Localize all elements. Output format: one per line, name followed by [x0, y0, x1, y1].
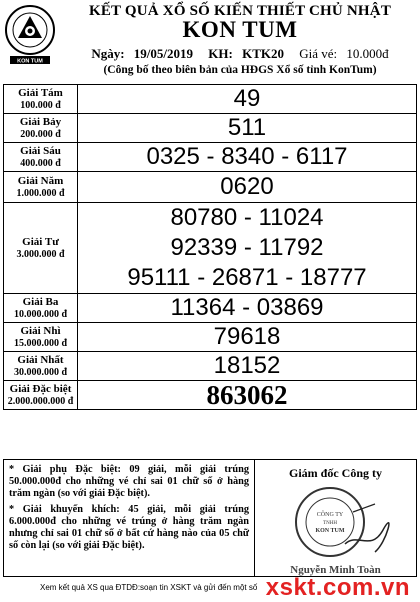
prize-row — [4, 203, 417, 294]
prize-name: Giải Sáu — [20, 144, 61, 157]
notice: (Công bố theo biên bản của HĐGS Xổ số tỉnh KonTum) — [103, 64, 377, 76]
prize-amount: 100.000 đ — [20, 99, 61, 111]
prize-name: Giải Tám — [18, 86, 63, 99]
lottery-wheel-logo — [4, 4, 56, 66]
prize-numbers — [78, 172, 417, 203]
prize-numbers — [78, 352, 417, 381]
prize-amount: 400.000 đ — [20, 157, 61, 169]
prize-name: Giải Tư — [22, 235, 59, 248]
prize-label — [4, 203, 78, 294]
prize-amount: 2.000.000.000 đ — [7, 395, 74, 407]
prize-row — [4, 172, 417, 203]
prize-name: Giải Nhất — [17, 353, 64, 366]
svg-text:KON TUM: KON TUM — [315, 528, 345, 534]
logo-bottom-text: KON TUM — [17, 58, 43, 65]
prize-row — [4, 352, 417, 381]
note-special-sub: * Giải phụ Đặc biệt: 09 giải, mỗi giải trúng 50.000.000đ cho những vé chỉ sai 01 chữ số ở hàng trăm ngàn (so với giải Đặc biệt). — [9, 464, 249, 499]
winning-number: 18152 — [213, 352, 281, 379]
winning-number: 0620 — [220, 173, 274, 200]
results-table — [3, 84, 417, 410]
prize-label — [4, 143, 78, 172]
draw-date: 19/05/2019 — [133, 46, 194, 61]
prize-row — [4, 85, 417, 114]
prize-label — [4, 352, 78, 381]
notes-box — [3, 459, 255, 577]
prize-amount: 15.000.000 đ — [13, 337, 68, 349]
winning-number: 80780 - 11024 — [170, 204, 324, 231]
winning-number: 92339 - 11792 — [170, 234, 324, 261]
company-stamp-icon — [275, 482, 395, 564]
prize-row — [4, 381, 417, 410]
signer-name: Nguyễn Minh Toàn — [290, 564, 381, 576]
prize-numbers — [78, 114, 417, 143]
prize-amount: 200.000 đ — [20, 128, 61, 140]
prize-amount: 30.000.000 đ — [13, 366, 68, 378]
prize-row — [4, 323, 417, 352]
prize-amount: 3.000.000 đ — [16, 248, 65, 260]
prize-row — [4, 294, 417, 323]
prize-numbers — [78, 143, 417, 172]
prize-label — [4, 294, 78, 323]
prize-label — [4, 114, 78, 143]
prize-numbers — [78, 294, 417, 323]
prize-numbers — [78, 203, 417, 294]
prize-name: Giải Đặc biệt — [9, 382, 72, 395]
svg-text:TNHH: TNHH — [323, 521, 337, 526]
winning-number: 511 — [227, 114, 267, 141]
prize-name: Giải Năm — [17, 174, 64, 187]
winning-number: 11364 - 03869 — [170, 294, 324, 321]
winning-number: 0325 - 8340 - 6117 — [146, 143, 348, 170]
svg-text:CÔNG TY: CÔNG TY — [316, 512, 344, 518]
prize-amount: 10.000.000 đ — [13, 308, 68, 320]
draw-code: KTK20 — [242, 46, 284, 61]
winning-number: 49 — [233, 85, 261, 112]
prize-amount: 1.000.000 đ — [16, 187, 65, 199]
winning-number: 863062 — [206, 380, 288, 410]
note-consolation: * Giải khuyến khích: 45 giải, mỗi giải trúng 6.000.000đ cho những vé trúng ở hàng trăm ngàn nhưng chỉ sai 01 chữ số ở bất cứ hàng nào của 05 chữ số còn lại (so với giải Đặc biệt). — [9, 504, 249, 551]
prize-row — [4, 143, 417, 172]
prize-name: Giải Ba — [22, 295, 59, 308]
prize-label — [4, 172, 78, 203]
draw-info: Ngày: 19/05/2019 KH: KTK20 Giá vé: 10.000đ — [91, 46, 389, 61]
prize-numbers — [78, 323, 417, 352]
brand-watermark: xskt.com.vn — [265, 574, 410, 601]
winning-number: 95111 - 26871 - 18777 — [127, 264, 367, 291]
signature-title: Giám đốc Công ty — [289, 466, 382, 480]
prize-numbers — [78, 85, 417, 114]
prize-label — [4, 323, 78, 352]
prize-label — [4, 381, 78, 410]
prize-row — [4, 114, 417, 143]
province-name: KON TUM — [182, 17, 298, 42]
winning-number: 79618 — [213, 323, 281, 350]
prize-name: Giải Bảy — [19, 115, 62, 128]
footer — [0, 574, 420, 601]
prize-name: Giải Nhì — [20, 324, 61, 337]
ticket-price: 10.000đ — [346, 46, 389, 61]
prize-numbers — [78, 381, 417, 410]
prize-label — [4, 85, 78, 114]
signature-box — [255, 459, 417, 577]
footer-note: Xem kết quả XS qua ĐTDĐ:soạn tin XSKT và gửi đến một số — [40, 583, 258, 592]
page-title: KẾT QUẢ XỔ SỐ KIẾN THIẾT CHỦ NHẬT — [88, 3, 392, 19]
